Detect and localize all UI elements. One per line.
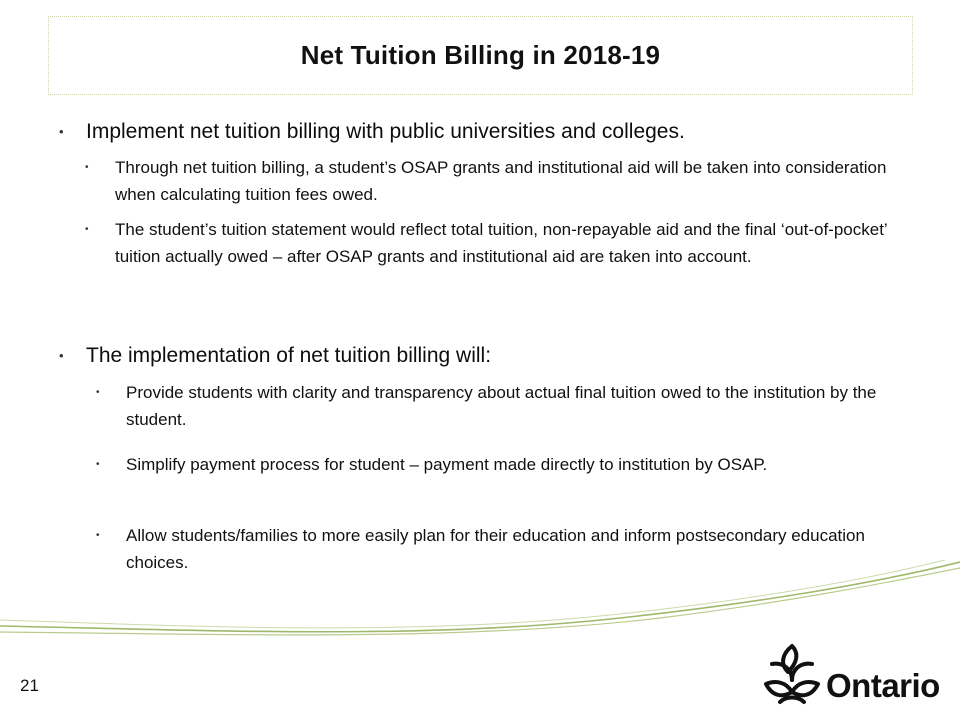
- page-number: 21: [20, 676, 39, 695]
- sub-bullet-simplify: • Simplify payment process for student – payment made directly to institution by OSAP.: [126, 451, 906, 478]
- ontario-logo-text: Ontario: [826, 667, 940, 704]
- sub-bullet-osap-grants: • Through net tuition billing, a student’s OSAP grants and institutional aid will be taken into consideration when calculating tuition fees owed.: [115, 154, 895, 208]
- bullet-implementation-will: • The implementation of net tuition billing will:: [86, 342, 906, 370]
- bullet-implement: • Implement net tuition billing with public universities and colleges.: [86, 118, 906, 146]
- sub-bullet-tuition-statement: • The student’s tuition statement would reflect total tuition, non-repayable aid and the final ‘out-of-pocket’ tuition actually owed – after OSAP grants and institutional aid are taken into account.: [115, 216, 895, 270]
- slide-title: Net Tuition Billing in 2018-19: [300, 40, 661, 70]
- sub-bullet-plan: • Allow students/families to more easily plan for their education and inform postsecondary education choices.: [126, 522, 906, 576]
- sub-bullet-clarity: • Provide students with clarity and transparency about actual final tuition owed to the institution by the student.: [126, 379, 906, 433]
